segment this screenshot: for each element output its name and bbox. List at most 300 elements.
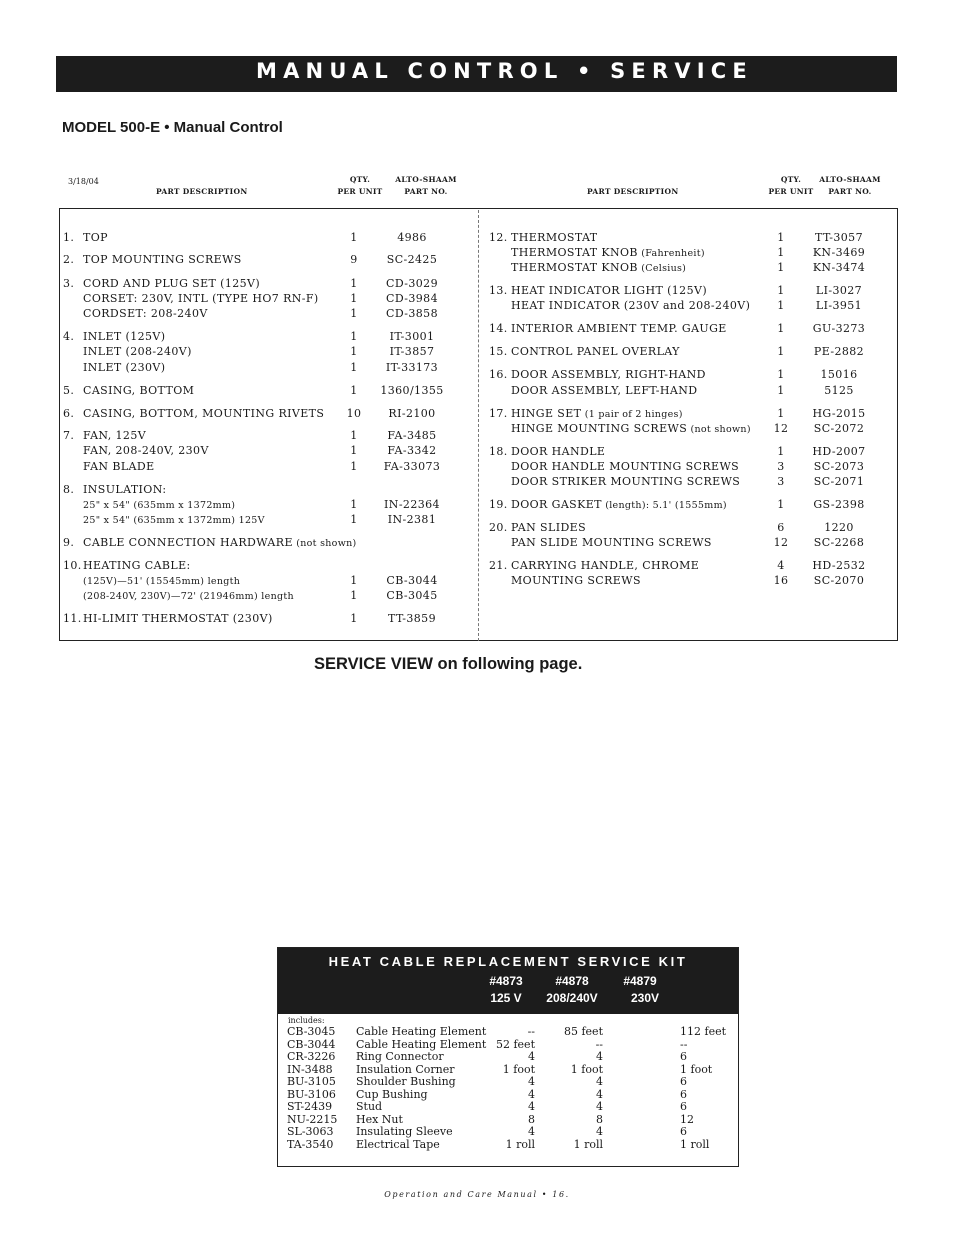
item-quantity: 1 xyxy=(350,384,358,397)
item-description-main: CONTROL PANEL OVERLAY xyxy=(511,345,680,358)
kit-qty-4873: 8 xyxy=(528,1112,535,1126)
item-part-number: CB-3044 xyxy=(386,574,438,587)
header-qty-line2: PER UNIT xyxy=(337,187,383,196)
kit-item-description: Insulating Sleeve xyxy=(356,1125,453,1138)
kit-row xyxy=(278,1026,738,1039)
kit-part-number: CB-3044 xyxy=(287,1037,336,1051)
item-description-main: HINGE MOUNTING SCREWS xyxy=(511,422,688,435)
service-view-bold: SERVICE VIEW xyxy=(314,655,433,673)
parts-row xyxy=(63,360,452,375)
kit-qty-4873: 4 xyxy=(528,1087,535,1101)
parts-row xyxy=(63,428,452,443)
item-description xyxy=(511,558,699,574)
parts-row xyxy=(489,245,879,260)
parts-row xyxy=(63,573,452,588)
item-quantity: 1 xyxy=(777,246,785,259)
parts-row xyxy=(63,276,452,291)
kit-part-number: CB-3045 xyxy=(287,1025,336,1038)
item-description-detail: (125V)—51' (15545mm) length xyxy=(83,576,241,587)
item-part-number: HD-2532 xyxy=(812,559,866,572)
item-description xyxy=(83,588,294,604)
item-description xyxy=(83,291,319,307)
parts-row xyxy=(63,291,452,306)
parts-row xyxy=(489,298,879,313)
banner-title: MANUAL CONTROL • SERVICE xyxy=(256,59,753,83)
item-description xyxy=(83,329,165,345)
item-quantity: 1 xyxy=(350,574,358,587)
item-number: 19. xyxy=(489,498,508,511)
item-description xyxy=(83,360,165,376)
header-partno-left xyxy=(386,174,466,198)
kit-qty-4879: 1 foot xyxy=(680,1062,713,1076)
item-quantity: 1 xyxy=(350,277,358,290)
kit-qty-4873: 52 feet xyxy=(495,1037,535,1051)
item-description-main: HEAT INDICATOR (230V and 208-240V) xyxy=(511,299,751,312)
item-description xyxy=(511,444,605,460)
header-partno-line2: PART NO. xyxy=(404,187,448,196)
item-part-number: SC-2073 xyxy=(813,460,865,473)
item-description-main: INLET (125V) xyxy=(83,330,166,343)
header-partno-right xyxy=(810,174,890,198)
kit-item-description: Cable Heating Element xyxy=(356,1037,487,1051)
item-description xyxy=(83,497,235,513)
kit-qty-4873: 4 xyxy=(528,1050,535,1063)
item-description xyxy=(83,306,208,322)
item-quantity: 1 xyxy=(350,429,358,442)
item-quantity: 1 xyxy=(350,444,358,457)
parts-row xyxy=(63,406,452,421)
header-qty-right xyxy=(767,174,815,198)
item-description xyxy=(511,406,683,422)
item-number: 9. xyxy=(63,536,75,549)
parts-row xyxy=(489,421,879,436)
item-quantity: 1 xyxy=(350,612,358,625)
item-description xyxy=(83,512,265,528)
item-number: 16. xyxy=(489,368,508,381)
item-description xyxy=(83,344,192,360)
item-description-main: DOOR ASSEMBLY, LEFT-HAND xyxy=(511,384,698,397)
item-description xyxy=(511,497,727,513)
kit-row xyxy=(278,1076,738,1089)
item-number: 5. xyxy=(63,384,75,397)
item-description xyxy=(511,283,707,299)
kit-item-description: Cable Heating Element xyxy=(356,1025,487,1038)
item-number: 18. xyxy=(489,445,508,458)
kit-qty-4873: -- xyxy=(527,1025,535,1038)
header-partno-line1: ALTO-SHAAM xyxy=(819,175,881,184)
item-quantity: 3 xyxy=(777,460,785,473)
item-part-number: KN-3474 xyxy=(812,261,866,274)
item-description-main: CORSET: 230V, INTL (TYPE HO7 RN-F) xyxy=(83,292,319,305)
item-description-main: HEATING CABLE: xyxy=(83,559,191,572)
header-qty-line1: QTY. xyxy=(780,175,802,184)
item-description xyxy=(83,383,194,399)
parts-row xyxy=(489,558,879,573)
item-description-detail: (not shown) xyxy=(292,538,357,549)
item-part-number: FA-33073 xyxy=(383,460,441,473)
item-description xyxy=(83,482,166,498)
item-description xyxy=(511,474,740,490)
parts-row xyxy=(489,573,879,588)
kit-part-number: ST-2439 xyxy=(287,1100,333,1113)
item-part-number: SC-2072 xyxy=(813,422,865,435)
item-number: 2. xyxy=(63,253,75,266)
kit-qty-4879: 12 xyxy=(680,1112,694,1126)
parts-row xyxy=(489,344,879,359)
item-quantity: 1 xyxy=(777,299,785,312)
parts-row xyxy=(63,459,452,474)
model-title: MODEL 500-E • Manual Control xyxy=(62,119,283,136)
item-part-number: IN-22364 xyxy=(384,498,440,511)
item-part-number: GS-2398 xyxy=(813,498,865,511)
item-part-number: 1360/1355 xyxy=(380,384,444,397)
parts-row xyxy=(489,535,879,550)
item-quantity: 4 xyxy=(777,559,785,572)
item-description-detail: (Celsius) xyxy=(637,263,687,274)
item-description xyxy=(511,245,705,261)
item-quantity: 1 xyxy=(350,361,358,374)
kit-qty-4879: 6 xyxy=(680,1087,687,1101)
item-description xyxy=(511,573,641,589)
kit-item-description: Shoulder Bushing xyxy=(356,1075,456,1088)
item-description xyxy=(511,344,680,360)
item-description xyxy=(83,428,146,444)
kit-row xyxy=(278,1064,738,1077)
kit-part-number: SL-3063 xyxy=(287,1125,334,1138)
item-description xyxy=(511,367,706,383)
item-quantity: 6 xyxy=(777,521,785,534)
service-view-rest: on following page. xyxy=(432,655,583,673)
kit-qty-4879: 6 xyxy=(680,1075,687,1088)
item-quantity: 1 xyxy=(777,345,785,358)
item-description-main: CASING, BOTTOM xyxy=(83,384,195,397)
item-description xyxy=(83,230,108,246)
parts-row xyxy=(489,383,879,398)
item-part-number: 15016 xyxy=(820,368,858,381)
item-part-number: PE-2882 xyxy=(813,345,865,358)
item-description xyxy=(511,298,750,314)
item-quantity: 16 xyxy=(773,574,789,587)
kit-col-voltage: 125 V xyxy=(490,991,522,1005)
parts-row xyxy=(489,444,879,459)
kit-part-number: IN-3488 xyxy=(287,1062,333,1076)
parts-row xyxy=(489,283,879,298)
item-part-number: SC-2071 xyxy=(813,475,865,488)
item-description xyxy=(83,611,273,627)
item-part-number: CD-3029 xyxy=(386,277,438,290)
kit-qty-4879: 1 roll xyxy=(680,1137,710,1151)
item-description-detail: 25" x 54" (635mm x 1372mm) 125V xyxy=(83,515,265,526)
item-part-number: IN-2381 xyxy=(387,513,437,526)
item-number: 14. xyxy=(489,322,508,335)
item-description xyxy=(83,459,155,475)
item-number: 12. xyxy=(489,231,508,244)
item-description-main: DOOR HANDLE xyxy=(511,445,606,458)
item-description-main: DOOR STRIKER MOUNTING SCREWS xyxy=(511,475,741,488)
parts-row xyxy=(63,443,452,458)
item-part-number: GU-3273 xyxy=(812,322,866,335)
kit-col-voltage: 208/240V xyxy=(546,991,598,1005)
item-part-number: CD-3858 xyxy=(386,307,438,320)
item-quantity: 1 xyxy=(777,231,785,244)
kit-qty-4879: 6 xyxy=(680,1050,687,1063)
item-description-main: DOOR ASSEMBLY, RIGHT-HAND xyxy=(511,368,706,381)
item-description xyxy=(511,459,739,475)
item-quantity: 1 xyxy=(350,292,358,305)
item-quantity: 1 xyxy=(777,384,785,397)
item-description-main: CARRYING HANDLE, CHROME xyxy=(511,559,700,572)
parts-row xyxy=(63,252,452,267)
item-part-number: 1220 xyxy=(824,521,854,534)
parts-row xyxy=(63,558,452,573)
item-description-detail: 25" x 54" (635mm x 1372mm) xyxy=(83,500,236,511)
kit-qty-4878: 4 xyxy=(596,1050,603,1063)
item-number: 13. xyxy=(489,284,508,297)
service-kit-header xyxy=(278,948,738,1014)
revision-date: 3/18/04 xyxy=(68,177,99,186)
item-quantity: 1 xyxy=(350,460,358,473)
item-quantity: 1 xyxy=(777,368,785,381)
kit-part-number: BU-3105 xyxy=(287,1075,336,1088)
kit-qty-4879: 112 feet xyxy=(680,1025,727,1038)
item-description xyxy=(83,443,209,459)
item-number: 17. xyxy=(489,407,508,420)
section-banner xyxy=(56,56,897,92)
parts-row xyxy=(489,260,879,275)
item-part-number: IT-3857 xyxy=(389,345,435,358)
kit-includes-label: includes: xyxy=(288,1016,325,1025)
item-part-number: KN-3469 xyxy=(812,246,866,259)
item-description-main: INSULATION: xyxy=(83,483,167,496)
parts-row xyxy=(489,321,879,336)
item-description-main: CASING, BOTTOM, MOUNTING RIVETS xyxy=(83,407,325,420)
item-quantity: 1 xyxy=(777,445,785,458)
item-part-number: SC-2268 xyxy=(813,536,865,549)
parts-row xyxy=(63,383,452,398)
parts-row xyxy=(63,497,452,512)
item-description-main: MOUNTING SCREWS xyxy=(511,574,641,587)
kit-qty-4873: 4 xyxy=(528,1125,535,1138)
item-description-main: DOOR HANDLE MOUNTING SCREWS xyxy=(511,460,740,473)
kit-item-description: Cup Bushing xyxy=(356,1087,428,1101)
item-part-number: 4986 xyxy=(397,231,427,244)
item-quantity: 1 xyxy=(777,322,785,335)
item-description-main: HI-LIMIT THERMOSTAT (230V) xyxy=(83,612,273,625)
header-part-description-right: PART DESCRIPTION xyxy=(587,187,679,196)
kit-qty-4873: 1 roll xyxy=(505,1137,535,1151)
parts-row xyxy=(489,497,879,512)
kit-item-description: Hex Nut xyxy=(356,1112,403,1126)
item-description-main: FAN BLADE xyxy=(83,460,155,473)
item-part-number: HD-2007 xyxy=(812,445,866,458)
kit-qty-4879: 6 xyxy=(680,1125,687,1138)
kit-col-number: #4879 xyxy=(623,974,657,988)
kit-qty-4878: 4 xyxy=(596,1100,603,1113)
item-number: 15. xyxy=(489,345,508,358)
item-quantity: 1 xyxy=(777,261,785,274)
header-partno-line1: ALTO-SHAAM xyxy=(395,175,457,184)
header-qty-line1: QTY. xyxy=(349,175,371,184)
kit-row xyxy=(278,1039,738,1052)
item-description-main: PAN SLIDE MOUNTING SCREWS xyxy=(511,536,712,549)
item-part-number: HG-2015 xyxy=(812,407,866,420)
kit-qty-4873: 4 xyxy=(528,1075,535,1088)
item-quantity: 3 xyxy=(777,475,785,488)
item-description xyxy=(511,230,597,246)
kit-part-number: NU-2215 xyxy=(287,1112,338,1126)
kit-item-description: Insulation Corner xyxy=(356,1062,455,1076)
item-number: 7. xyxy=(63,429,75,442)
kit-qty-4878: 8 xyxy=(596,1112,603,1126)
kit-item-description: Stud xyxy=(356,1100,383,1113)
kit-qty-4878: 1 foot xyxy=(570,1062,603,1076)
parts-row xyxy=(489,230,879,245)
service-kit-table xyxy=(277,947,739,1167)
item-description-main: DOOR GASKET xyxy=(511,498,602,511)
item-quantity: 10 xyxy=(346,407,362,420)
kit-col-number: #4878 xyxy=(555,974,589,988)
parts-row xyxy=(489,406,879,421)
item-description-main: FAN, 208-240V, 230V xyxy=(83,444,209,457)
item-description-main: THERMOSTAT KNOB xyxy=(511,246,638,259)
item-quantity: 12 xyxy=(773,422,789,435)
item-description xyxy=(511,535,712,551)
kit-item-description: Electrical Tape xyxy=(356,1137,440,1151)
item-quantity: 1 xyxy=(350,513,358,526)
kit-qty-4873: 1 foot xyxy=(502,1062,535,1076)
item-description-main: CABLE CONNECTION HARDWARE xyxy=(83,536,293,549)
parts-row xyxy=(489,459,879,474)
item-description-main: CORDSET: 208-240V xyxy=(83,307,208,320)
item-description xyxy=(511,321,727,337)
header-partno-line2: PART NO. xyxy=(828,187,872,196)
kit-col-voltage: 230V xyxy=(630,991,660,1005)
item-description xyxy=(83,406,324,422)
parts-row xyxy=(63,344,452,359)
service-kit-title: HEAT CABLE REPLACEMENT SERVICE KIT xyxy=(328,954,688,969)
kit-part-number: TA-3540 xyxy=(287,1137,334,1151)
item-quantity: 1 xyxy=(350,589,358,602)
kit-qty-4879: 6 xyxy=(680,1100,687,1113)
item-description xyxy=(83,558,191,574)
item-number: 3. xyxy=(63,277,75,290)
item-quantity: 1 xyxy=(350,498,358,511)
item-number: 8. xyxy=(63,483,75,496)
item-description-detail: (208-240V, 230V)—72' (21946mm) length xyxy=(83,591,294,602)
item-quantity: 12 xyxy=(773,536,789,549)
item-description-main: CORD AND PLUG SET (125V) xyxy=(83,277,261,290)
kit-row xyxy=(278,1114,738,1127)
item-quantity: 1 xyxy=(777,284,785,297)
item-description-main: INLET (208-240V) xyxy=(83,345,192,358)
item-part-number: CD-3984 xyxy=(386,292,438,305)
item-description-detail: (1 pair of 2 hinges) xyxy=(581,409,683,420)
parts-row xyxy=(63,611,452,626)
kit-row xyxy=(278,1101,738,1114)
kit-qty-4873: 4 xyxy=(528,1100,535,1113)
item-description-detail: (Fahrenheit) xyxy=(637,248,705,259)
item-part-number: TT-3859 xyxy=(388,612,436,625)
kit-row xyxy=(278,1126,738,1139)
item-description xyxy=(511,260,686,276)
item-quantity: 1 xyxy=(777,407,785,420)
kit-part-number: BU-3106 xyxy=(287,1087,336,1101)
kit-qty-4878: 4 xyxy=(596,1075,603,1088)
item-description-detail: (length): 5.1' (1555mm) xyxy=(601,500,727,511)
item-part-number: LI-3951 xyxy=(815,299,863,312)
item-description-detail: (not shown) xyxy=(687,424,751,435)
item-number: 1. xyxy=(63,231,75,244)
item-number: 4. xyxy=(63,330,75,343)
item-part-number: IT-33173 xyxy=(385,361,439,374)
service-view-note xyxy=(314,655,582,674)
item-part-number: RI-2100 xyxy=(388,407,436,420)
kit-qty-4878: 4 xyxy=(596,1087,603,1101)
item-part-number: LI-3027 xyxy=(815,284,863,297)
item-description-main: HEAT INDICATOR LIGHT (125V) xyxy=(511,284,708,297)
kit-qty-4879: -- xyxy=(680,1037,688,1051)
item-description xyxy=(511,383,697,399)
item-description xyxy=(511,520,586,536)
item-quantity: 1 xyxy=(350,231,358,244)
item-part-number: 5125 xyxy=(824,384,854,397)
kit-row xyxy=(278,1089,738,1102)
parts-row xyxy=(63,535,452,550)
kit-row xyxy=(278,1139,738,1152)
item-quantity: 9 xyxy=(350,253,358,266)
header-part-description-left: PART DESCRIPTION xyxy=(156,187,248,196)
item-number: 10. xyxy=(63,559,82,572)
header-qty-line2: PER UNIT xyxy=(768,187,814,196)
parts-row xyxy=(63,306,452,321)
kit-qty-4878: 4 xyxy=(596,1125,603,1138)
item-description-main: INTERIOR AMBIENT TEMP. GAUGE xyxy=(511,322,727,335)
item-description xyxy=(83,252,242,268)
page-footer: Operation and Care Manual • 16. xyxy=(384,1190,570,1199)
item-part-number: FA-3485 xyxy=(387,429,437,442)
kit-row xyxy=(278,1051,738,1064)
item-number: 11. xyxy=(63,612,82,625)
item-quantity: 1 xyxy=(350,307,358,320)
item-description-main: TOP xyxy=(83,231,108,244)
item-description-main: PAN SLIDES xyxy=(511,521,587,534)
item-description-main: HINGE SET xyxy=(511,407,582,420)
kit-qty-4878: 85 feet xyxy=(563,1025,603,1038)
item-description xyxy=(511,421,751,437)
parts-row xyxy=(489,474,879,489)
item-quantity: 1 xyxy=(350,345,358,358)
item-part-number: SC-2425 xyxy=(386,253,438,266)
item-quantity: 1 xyxy=(350,330,358,343)
parts-row xyxy=(63,588,452,603)
item-number: 6. xyxy=(63,407,75,420)
item-part-number: CB-3045 xyxy=(386,589,438,602)
item-description xyxy=(83,535,357,551)
kit-item-description: Ring Connector xyxy=(356,1050,444,1063)
item-number: 20. xyxy=(489,521,508,534)
kit-col-number: #4873 xyxy=(489,974,523,988)
kit-qty-4878: 1 roll xyxy=(573,1137,603,1151)
kit-part-number: CR-3226 xyxy=(287,1050,336,1063)
header-qty-left xyxy=(336,174,384,198)
parts-row xyxy=(63,482,452,497)
item-part-number: SC-2070 xyxy=(813,574,865,587)
parts-row xyxy=(489,520,879,535)
item-part-number: FA-3342 xyxy=(387,444,437,457)
item-description-main: TOP MOUNTING SCREWS xyxy=(83,253,242,266)
parts-row xyxy=(63,329,452,344)
item-description-main: INLET (230V) xyxy=(83,361,166,374)
